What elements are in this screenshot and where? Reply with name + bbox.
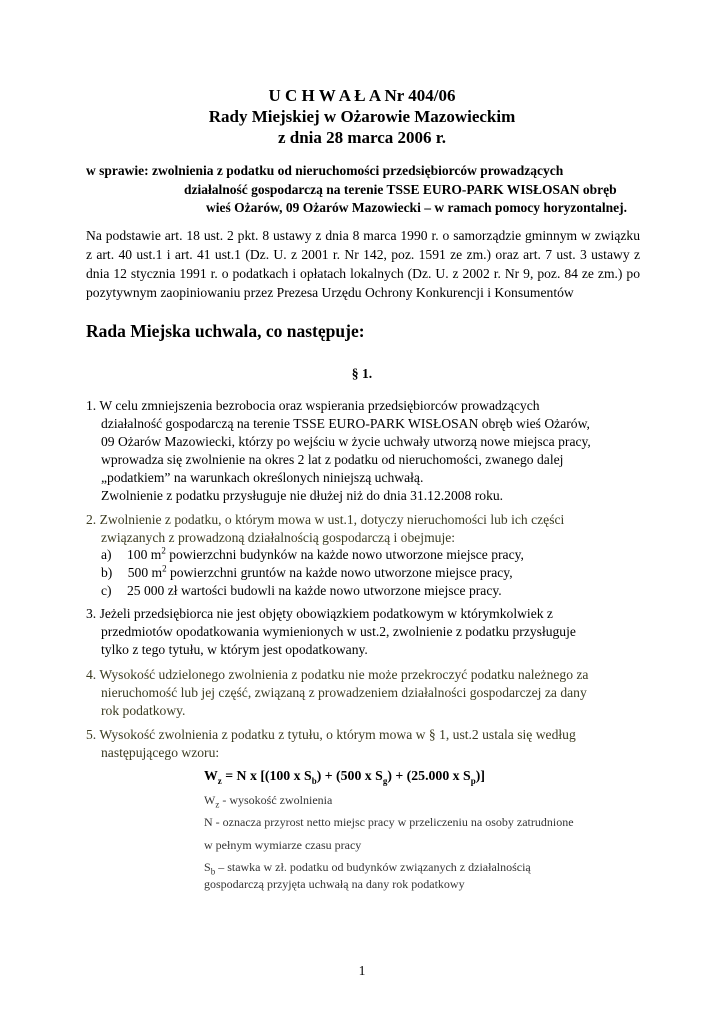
subject-line-2: działalność gospodarczą na terenie TSSE EURO-PARK WISŁOSAN obręb xyxy=(184,182,617,197)
item-5-line-2: następującego wzoru: xyxy=(101,745,220,760)
council-name: Rady Miejskiej w Ożarowie Mazowieckim xyxy=(208,107,516,126)
legend-sb-text: – stawka w zł. podatku od budynków związanych z działalnością xyxy=(215,860,531,874)
formula-w: W xyxy=(204,768,218,783)
formula-sb-sub: b xyxy=(311,775,317,786)
formula-sp-sub: p xyxy=(470,775,476,786)
point-b-area: 500 m xyxy=(127,565,163,580)
point-a-label: a) xyxy=(101,547,112,562)
point-a-area: 100 m xyxy=(126,547,162,562)
legend-n-line-2: w pełnym wymiarze czasu pracy xyxy=(204,838,362,852)
item-2-line-2: związanych z prowadzoną działalnością gospodarczą i obejmuje: xyxy=(101,530,456,545)
page-number: 1 xyxy=(358,963,366,978)
section-heading: § 1. xyxy=(351,366,373,381)
point-a-sup: 2 xyxy=(161,545,166,556)
item-2-point-a xyxy=(101,547,524,563)
resolution-date: z dnia 28 marca 2006 r. xyxy=(277,128,447,147)
formula-w-sub: z xyxy=(217,775,222,786)
item-4-line-2: nieruchomość lub jej część, związaną z prowadzeniem działalności gospodarczej za dany xyxy=(101,685,587,700)
exemption-formula xyxy=(204,768,485,784)
subject-line-3: wieś Ożarów, 09 Ożarów Mazowiecki – w ramach pomocy horyzontalnej. xyxy=(206,200,628,215)
item-1-line-6: Zwolnienie z podatku przysługuje nie dłużej niż do dnia 31.12.2008 roku. xyxy=(101,488,504,503)
item-1-line-5: „podatkiem” na warunkach określonych niniejszą uchwałą. xyxy=(101,470,424,485)
item-2-line-1: 2. Zwolnienie z podatku, o którym mowa w ust.1, dotyczy nieruchomości lub ich części xyxy=(86,512,565,527)
formula-part-3: ) + (25.000 x S xyxy=(387,768,471,783)
item-1-line-4: wprowadza się zwolnienie na okres 2 lat z podatku od nieruchomości, zwanego dalej xyxy=(101,452,564,467)
item-2-point-b xyxy=(101,565,513,581)
item-1-line-1: 1. W celu zmniejszenia bezrobocia oraz wspierania przedsiębiorców prowadzących xyxy=(86,398,540,413)
legend-n-line-1: N - oznacza przyrost netto miejsc pracy w przeliczeniu na osoby zatrudnione xyxy=(204,815,574,829)
item-5-line-1: 5. Wysokość zwolnienia z podatku z tytułu, o którym mowa w § 1, ust.2 ustala się według xyxy=(86,727,576,742)
item-4-line-3: rok podatkowy. xyxy=(101,703,186,718)
legend-sb-line-1 xyxy=(204,860,531,875)
point-c-text: 25 000 zł wartości budowli na każde nowo utworzone miejsce pracy. xyxy=(126,583,502,598)
resolution-title: U C H W A Ł A Nr 404/06 xyxy=(268,86,456,105)
formula-sg-sub: g xyxy=(382,775,388,786)
formula-part-4: )] xyxy=(475,768,485,783)
point-b-text: powierzchni gruntów na każde nowo utworzone miejsce pracy, xyxy=(166,565,513,580)
legend-sb-line-2: gospodarczą przyjęta uchwałą na dany rok podatkowy xyxy=(204,877,465,891)
point-a-text: powierzchni budynków na każde nowo utworzone miejsce pracy, xyxy=(165,547,524,562)
legend-sb-symbol: S xyxy=(204,860,211,874)
legend-wz-sub: z xyxy=(215,799,220,810)
legend-wz-symbol: W xyxy=(204,793,216,807)
subject-line-1: w sprawie: zwolnienia z podatku od nieruchomości przedsiębiorców prowadzących xyxy=(86,163,564,178)
council-resolves-heading: Rada Miejska uchwala, co następuje: xyxy=(86,321,365,341)
item-2-point-c xyxy=(101,583,502,599)
item-3-line-1: 3. Jeżeli przedsiębiorca nie jest objęty obowiązkiem podatkowym w którymkolwiek z xyxy=(86,606,553,621)
item-3-line-3: tylko z tego tytułu, w którym jest opodatkowany. xyxy=(101,642,368,657)
legend-sb-sub: b xyxy=(210,866,216,877)
point-c-label: c) xyxy=(101,583,112,598)
item-4-line-1: 4. Wysokość udzielonego zwolnienia z podatku nie może przekroczyć podatku należnego za xyxy=(86,667,589,682)
legend-wz xyxy=(204,793,332,808)
legend-wz-text: - wysokość zwolnienia xyxy=(219,793,333,807)
formula-part-2: ) + (500 x S xyxy=(316,768,383,783)
item-3-line-2: przedmiotów opodatkowania wymienionych w ust.2, zwolnienie z podatku przysługuje xyxy=(101,624,576,639)
item-1-line-3: 09 Ożarów Mazowiecki, którzy po wejściu w życie uchwały utworzą nowe miejsca pracy, xyxy=(101,434,591,449)
point-b-sup: 2 xyxy=(162,563,167,574)
legal-basis-paragraph: Na podstawie art. 18 ust. 2 pkt. 8 ustawy z dnia 8 marca 1990 r. o samorządzie gminnym w związku z art. 40 ust.1 i art. 41 ust.1 (Dz. U. z 2001 r. Nr 142, poz. 1591 ze zm.) oraz art. 7 ust. 3 ustawy z dnia 12 stycznia 1991 r. o podatkach i opłatach lokalnych (Dz. U. z 2002 r. Nr 9, poz. 84 ze zm.) po pozytywnym zaopiniowaniu przez Prezesa Urzędu Ochrony Konkurencji i Konsumentów xyxy=(86,228,640,300)
formula-part-1: = N x [(100 x S xyxy=(221,768,312,783)
item-1-line-2: działalność gospodarczą na terenie TSSE EURO-PARK WISŁOSAN obręb wieś Ożarów, xyxy=(101,416,590,431)
point-b-label: b) xyxy=(101,565,113,580)
